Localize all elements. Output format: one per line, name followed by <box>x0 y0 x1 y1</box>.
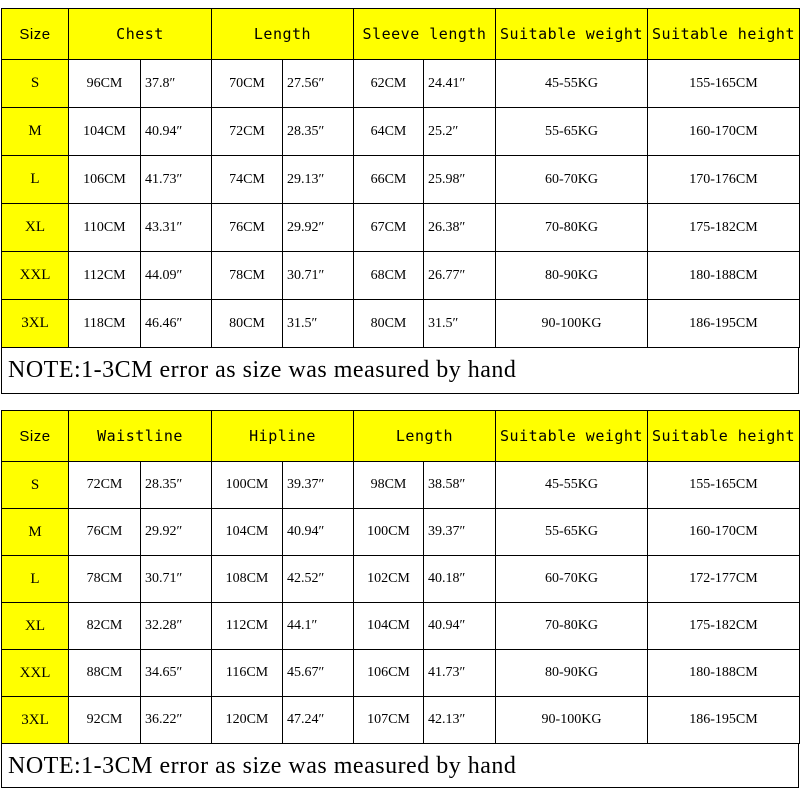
header-row <box>2 9 800 60</box>
table-row <box>2 603 800 650</box>
top-size-table <box>1 8 800 348</box>
length-cm-cell: 107CM <box>354 697 424 744</box>
waist-cm-cell: 92CM <box>69 697 141 744</box>
sleeve-cm-cell: 62CM <box>354 60 424 108</box>
sleeve-inch-cell: 24.41″ <box>424 60 496 108</box>
chest-cm-cell: 112CM <box>69 252 141 300</box>
weight-cell: 55-65KG <box>496 108 648 156</box>
top-size-chart <box>0 8 800 394</box>
size-cell: 3XL <box>2 697 69 744</box>
size-cell: XXL <box>2 252 69 300</box>
hip-cm-cell: 116CM <box>212 650 283 697</box>
chest-inch-cell: 40.94″ <box>141 108 212 156</box>
weight-cell: 55-65KG <box>496 509 648 556</box>
chest-inch-cell: 46.46″ <box>141 300 212 348</box>
weight-cell: 90-100KG <box>496 300 648 348</box>
table-row <box>2 252 800 300</box>
length-cm-cell: 104CM <box>354 603 424 650</box>
size-cell: S <box>2 462 69 509</box>
length-inch-cell: 31.5″ <box>283 300 354 348</box>
height-cell: 155-165CM <box>648 462 800 509</box>
table-row <box>2 509 800 556</box>
chest-cm-cell: 104CM <box>69 108 141 156</box>
height-cell: 172-177CM <box>648 556 800 603</box>
table-row <box>2 697 800 744</box>
hip-inch-cell: 39.37″ <box>283 462 354 509</box>
size-cell: XXL <box>2 650 69 697</box>
length-inch-cell: 42.13″ <box>424 697 496 744</box>
length-inch-cell: 40.94″ <box>424 603 496 650</box>
height-cell: 175-182CM <box>648 603 800 650</box>
header-suitable-weight: Suitable weight <box>496 411 648 462</box>
height-cell: 180-188CM <box>648 252 800 300</box>
weight-cell: 70-80KG <box>496 204 648 252</box>
waist-cm-cell: 72CM <box>69 462 141 509</box>
waist-inch-cell: 36.22″ <box>141 697 212 744</box>
header-suitable-height: Suitable height <box>648 9 800 60</box>
table-row <box>2 60 800 108</box>
length-cm-cell: 106CM <box>354 650 424 697</box>
weight-cell: 90-100KG <box>496 697 648 744</box>
length-cm-cell: 102CM <box>354 556 424 603</box>
size-cell: XL <box>2 603 69 650</box>
waist-cm-cell: 78CM <box>69 556 141 603</box>
hip-cm-cell: 120CM <box>212 697 283 744</box>
measurement-note: NOTE:1-3CM error as size was measured by hand <box>1 348 799 394</box>
waist-inch-cell: 29.92″ <box>141 509 212 556</box>
weight-cell: 80-90KG <box>496 252 648 300</box>
weight-cell: 60-70KG <box>496 556 648 603</box>
size-cell: 3XL <box>2 300 69 348</box>
waist-cm-cell: 82CM <box>69 603 141 650</box>
header-suitable-weight: Suitable weight <box>496 9 648 60</box>
table-row <box>2 650 800 697</box>
table-row <box>2 108 800 156</box>
table-row <box>2 204 800 252</box>
chest-inch-cell: 43.31″ <box>141 204 212 252</box>
size-cell: XL <box>2 204 69 252</box>
hip-inch-cell: 45.67″ <box>283 650 354 697</box>
hip-cm-cell: 108CM <box>212 556 283 603</box>
height-cell: 160-170CM <box>648 108 800 156</box>
length-inch-cell: 30.71″ <box>283 252 354 300</box>
sleeve-inch-cell: 25.98″ <box>424 156 496 204</box>
bottom-size-table <box>1 410 800 744</box>
weight-cell: 45-55KG <box>496 462 648 509</box>
sleeve-cm-cell: 64CM <box>354 108 424 156</box>
sleeve-inch-cell: 26.77″ <box>424 252 496 300</box>
waist-inch-cell: 32.28″ <box>141 603 212 650</box>
table-row <box>2 462 800 509</box>
height-cell: 175-182CM <box>648 204 800 252</box>
length-cm-cell: 74CM <box>212 156 283 204</box>
sleeve-inch-cell: 31.5″ <box>424 300 496 348</box>
header-sleeve-length: Sleeve length <box>354 9 496 60</box>
size-cell: S <box>2 60 69 108</box>
weight-cell: 45-55KG <box>496 60 648 108</box>
chest-cm-cell: 110CM <box>69 204 141 252</box>
length-inch-cell: 27.56″ <box>283 60 354 108</box>
waist-cm-cell: 88CM <box>69 650 141 697</box>
length-cm-cell: 76CM <box>212 204 283 252</box>
length-inch-cell: 29.92″ <box>283 204 354 252</box>
waist-inch-cell: 28.35″ <box>141 462 212 509</box>
height-cell: 186-195CM <box>648 697 800 744</box>
chest-cm-cell: 106CM <box>69 156 141 204</box>
height-cell: 155-165CM <box>648 60 800 108</box>
size-cell: M <box>2 108 69 156</box>
table-row <box>2 300 800 348</box>
chest-cm-cell: 96CM <box>69 60 141 108</box>
sleeve-inch-cell: 26.38″ <box>424 204 496 252</box>
length-inch-cell: 40.18″ <box>424 556 496 603</box>
hip-inch-cell: 44.1″ <box>283 603 354 650</box>
header-row <box>2 411 800 462</box>
hip-cm-cell: 112CM <box>212 603 283 650</box>
chest-inch-cell: 44.09″ <box>141 252 212 300</box>
length-cm-cell: 100CM <box>354 509 424 556</box>
weight-cell: 60-70KG <box>496 156 648 204</box>
sleeve-inch-cell: 25.2″ <box>424 108 496 156</box>
length-inch-cell: 29.13″ <box>283 156 354 204</box>
height-cell: 160-170CM <box>648 509 800 556</box>
chest-inch-cell: 41.73″ <box>141 156 212 204</box>
header-suitable-height: Suitable height <box>648 411 800 462</box>
length-cm-cell: 70CM <box>212 60 283 108</box>
header-length: Length <box>212 9 354 60</box>
chest-inch-cell: 37.8″ <box>141 60 212 108</box>
length-cm-cell: 72CM <box>212 108 283 156</box>
header-size: Size <box>2 9 69 60</box>
header-chest: Chest <box>69 9 212 60</box>
length-cm-cell: 98CM <box>354 462 424 509</box>
weight-cell: 80-90KG <box>496 650 648 697</box>
table-row <box>2 556 800 603</box>
size-cell: M <box>2 509 69 556</box>
length-inch-cell: 39.37″ <box>424 509 496 556</box>
waist-cm-cell: 76CM <box>69 509 141 556</box>
header-waistline: Waistline <box>69 411 212 462</box>
length-cm-cell: 78CM <box>212 252 283 300</box>
sleeve-cm-cell: 66CM <box>354 156 424 204</box>
sleeve-cm-cell: 80CM <box>354 300 424 348</box>
weight-cell: 70-80KG <box>496 603 648 650</box>
height-cell: 180-188CM <box>648 650 800 697</box>
length-inch-cell: 38.58″ <box>424 462 496 509</box>
waist-inch-cell: 34.65″ <box>141 650 212 697</box>
size-cell: L <box>2 556 69 603</box>
table-row <box>2 156 800 204</box>
height-cell: 186-195CM <box>648 300 800 348</box>
size-cell: L <box>2 156 69 204</box>
hip-cm-cell: 100CM <box>212 462 283 509</box>
hip-inch-cell: 47.24″ <box>283 697 354 744</box>
length-cm-cell: 80CM <box>212 300 283 348</box>
bottom-size-chart <box>0 410 800 788</box>
hip-inch-cell: 42.52″ <box>283 556 354 603</box>
header-hipline: Hipline <box>212 411 354 462</box>
header-size: Size <box>2 411 69 462</box>
length-inch-cell: 41.73″ <box>424 650 496 697</box>
height-cell: 170-176CM <box>648 156 800 204</box>
chest-cm-cell: 118CM <box>69 300 141 348</box>
hip-cm-cell: 104CM <box>212 509 283 556</box>
sleeve-cm-cell: 68CM <box>354 252 424 300</box>
measurement-note: NOTE:1-3CM error as size was measured by hand <box>1 744 799 788</box>
sleeve-cm-cell: 67CM <box>354 204 424 252</box>
hip-inch-cell: 40.94″ <box>283 509 354 556</box>
length-inch-cell: 28.35″ <box>283 108 354 156</box>
waist-inch-cell: 30.71″ <box>141 556 212 603</box>
header-length: Length <box>354 411 496 462</box>
